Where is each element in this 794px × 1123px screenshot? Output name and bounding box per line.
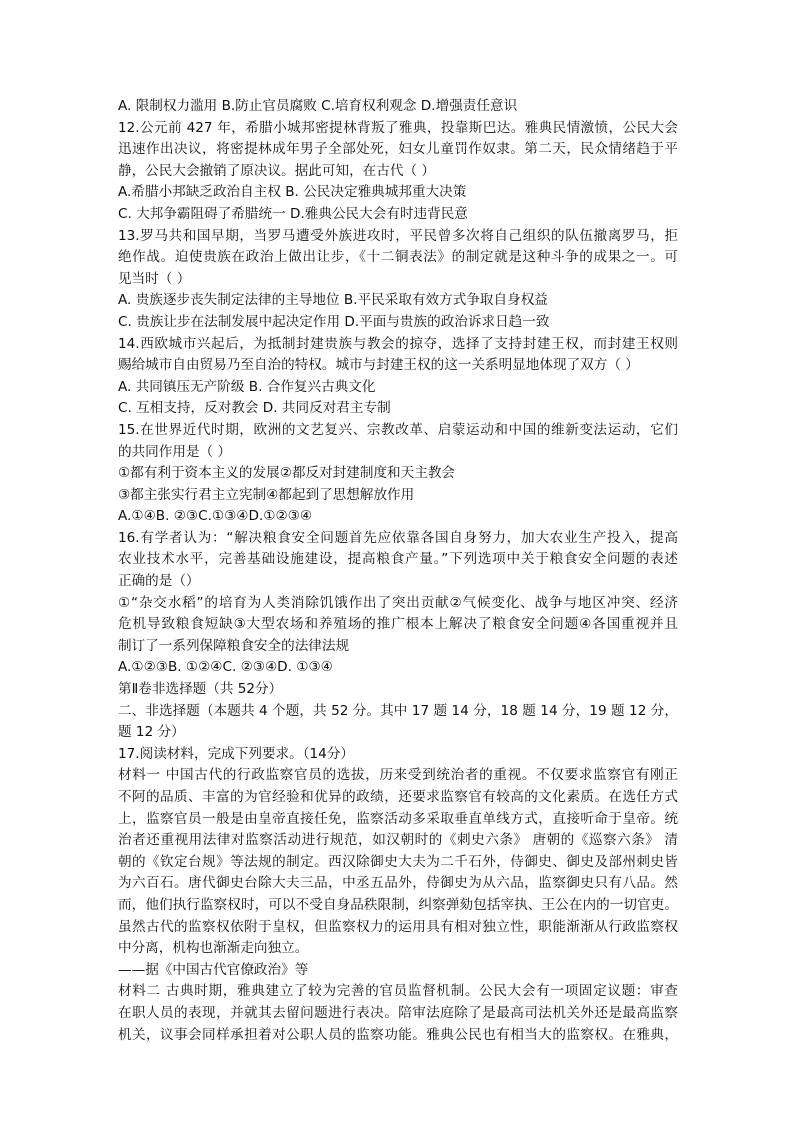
text-line: 制订了一系列保障粮食安全的法律法规 (118, 637, 350, 654)
text-line: C. 互相支持，反对教会 D. 共同反对君主专制 (118, 400, 391, 417)
text-line: 题 12 分） (118, 724, 185, 741)
text-line: A.希腊小邦缺乏政治自主权 B. 公民决定雅典城邦重大决策 (118, 184, 467, 201)
text-line: 静，公民大会撤销了原决议。据此可知，在古代（ ） (118, 162, 435, 179)
text-line: 绝作战。迫使贵族在政治上做出让步，《十二铜表法》的制定就是这种斗争的成果之一。可 (118, 249, 678, 266)
text-line: A. 共同镇压无产阶级 B. 合作复兴古典文化 (118, 378, 376, 395)
text-line: A.①④B. ②③C.①③④D.①②③④ (118, 508, 313, 525)
text-line: 二、非选择题（本题共 4 个题，共 52 分。其中 17 题 14 分，18 题 14 分，19 题 12 分， (118, 702, 678, 719)
text-line: 迅速作出决议，将密提林成年男子全部处死，妇女儿童罚作奴隶。第二天，民众情绪趋于平 (118, 141, 678, 158)
text-line: 见当时（ ） (118, 270, 191, 287)
text-line: 17.阅读材料，完成下列要求。（14分） (118, 745, 355, 762)
text-line: 在职人员的表现，并就其去留问题进行表决。陪审法庭除了是最高司法机关外还是最高监察 (118, 1004, 678, 1021)
text-line: 材料二 古典时期，雅典建立了较为完善的官员监督机制。公民大会有一项固定议题：审查 (118, 983, 678, 1000)
text-line: 16.有学者认为：“解决粮食安全问题首先应依靠各国自身努力，加大农业生产投入，提高 (118, 529, 678, 546)
text-line: 第Ⅱ卷非选择题（共 52分） (118, 681, 283, 698)
text-line: A. 贵族逐步丧失制定法律的主导地位 B.平民采取有效方式争取自身权益 (118, 292, 548, 309)
text-line: 上，监察官员一般是由皇帝直接任免，监察活动多采取垂直单线方式，直接听命于皇帝。统 (118, 810, 678, 827)
text-line: C. 贵族让步在法制发展中起决定作用 D.平面与贵族的政治诉求日趋一致 (118, 313, 550, 330)
text-line: 赐给城市自由贸易乃至自治的特权。城市与封建王权的这一关系明显地体现了双方（ ） (118, 357, 639, 374)
text-line: 中分离，机构也渐渐走向独立。 (118, 940, 309, 957)
text-line: 农业技术水平，完善基础设施建设，提高粮食产量。”下列选项中关于粮食安全问题的表述 (118, 551, 678, 568)
text-line: C. 大邦争霸阻碍了希腊统一 D.雅典公民大会有时违背民意 (118, 205, 468, 222)
text-line: 治者还重视用法律对监察活动进行规范，如汉朝时的《刺史六条》 唐朝的《巡察六条》 清 (118, 832, 678, 849)
text-line: 朝的《钦定台规》等法规的制定。西汉除御史大夫为二千石外，侍御史、御史及部州刺史皆 (118, 853, 678, 870)
text-line: 15.在世界近代时期，欧洲的文艺复兴、宗教改革、启蒙运动和中国的维新变法运动，它们 (118, 421, 678, 438)
text-line: 12.公元前 427 年，希腊小城邦密提林背叛了雅典，投靠斯巴达。雅典民情激愤，公民大会 (118, 119, 678, 136)
text-line: 正确的是（） (118, 573, 200, 590)
text-line: 危机导致粮食短缺③大型农场和养殖场的推广根本上解决了粮食安全问题④各国重视并且 (118, 616, 678, 633)
text-line: ——据《中国古代官僚政治》等 (118, 961, 309, 978)
text-line: 材料一 中国古代的行政监察官员的选拔，历来受到统治者的重视。不仅要求监察官有刚正 (118, 767, 678, 784)
text-line: 而，他们执行监察权时，可以不受自身品秩限制，纠察弹劾包括宰执、王公在内的一切官吏。 (118, 896, 678, 913)
text-line: ③都主张实行君主立宪制④都起到了思想解放作用 (118, 486, 415, 503)
text-line: ①“杂交水稻”的培育为人类消除饥饿作出了突出贡献②气候变化、战争与地区冲突、经济 (118, 594, 678, 611)
text-line: 不阿的品质、丰富的为官经验和优异的政绩，还要求监察官有较高的文化素质。在选任方式 (118, 789, 678, 805)
text-line: 为六百石。唐代御史台除大夫三品，中丞五品外，侍御史为从六品，监察御史只有八品。然 (118, 875, 678, 892)
text-line: ①都有利于资本主义的发展②都反对封建制度和天主教会 (118, 465, 456, 482)
text-line: A.①②③B. ①②④C. ②③④D. ①③④ (118, 659, 333, 676)
text-line: 虽然古代的监察权依附于皇权，但监察权力的运用具有相对独立性，职能渐渐从行政监察权 (118, 918, 678, 935)
text-line: 的共同作用是（ ） (118, 443, 232, 460)
text-line: 13.罗马共和国早期，当罗马遭受外族进攻时，平民曾多次将自己组织的队伍撤离罗马，拒 (118, 227, 678, 244)
text-line: 14.西欧城市兴起后，为抵制封建贵族与教会的掠夺，选择了支持封建王权，而封建王权则 (118, 335, 678, 352)
text-line: A. 限制权力滥用 B.防止官员腐败 C.培育权利观念 D.增强责任意识 (118, 98, 518, 114)
text-line: 机关，议事会同样承担着对公职人员的监察功能。雅典公民也有相当大的监察权。在雅典， (118, 1026, 678, 1043)
document-page (118, 96, 678, 1046)
